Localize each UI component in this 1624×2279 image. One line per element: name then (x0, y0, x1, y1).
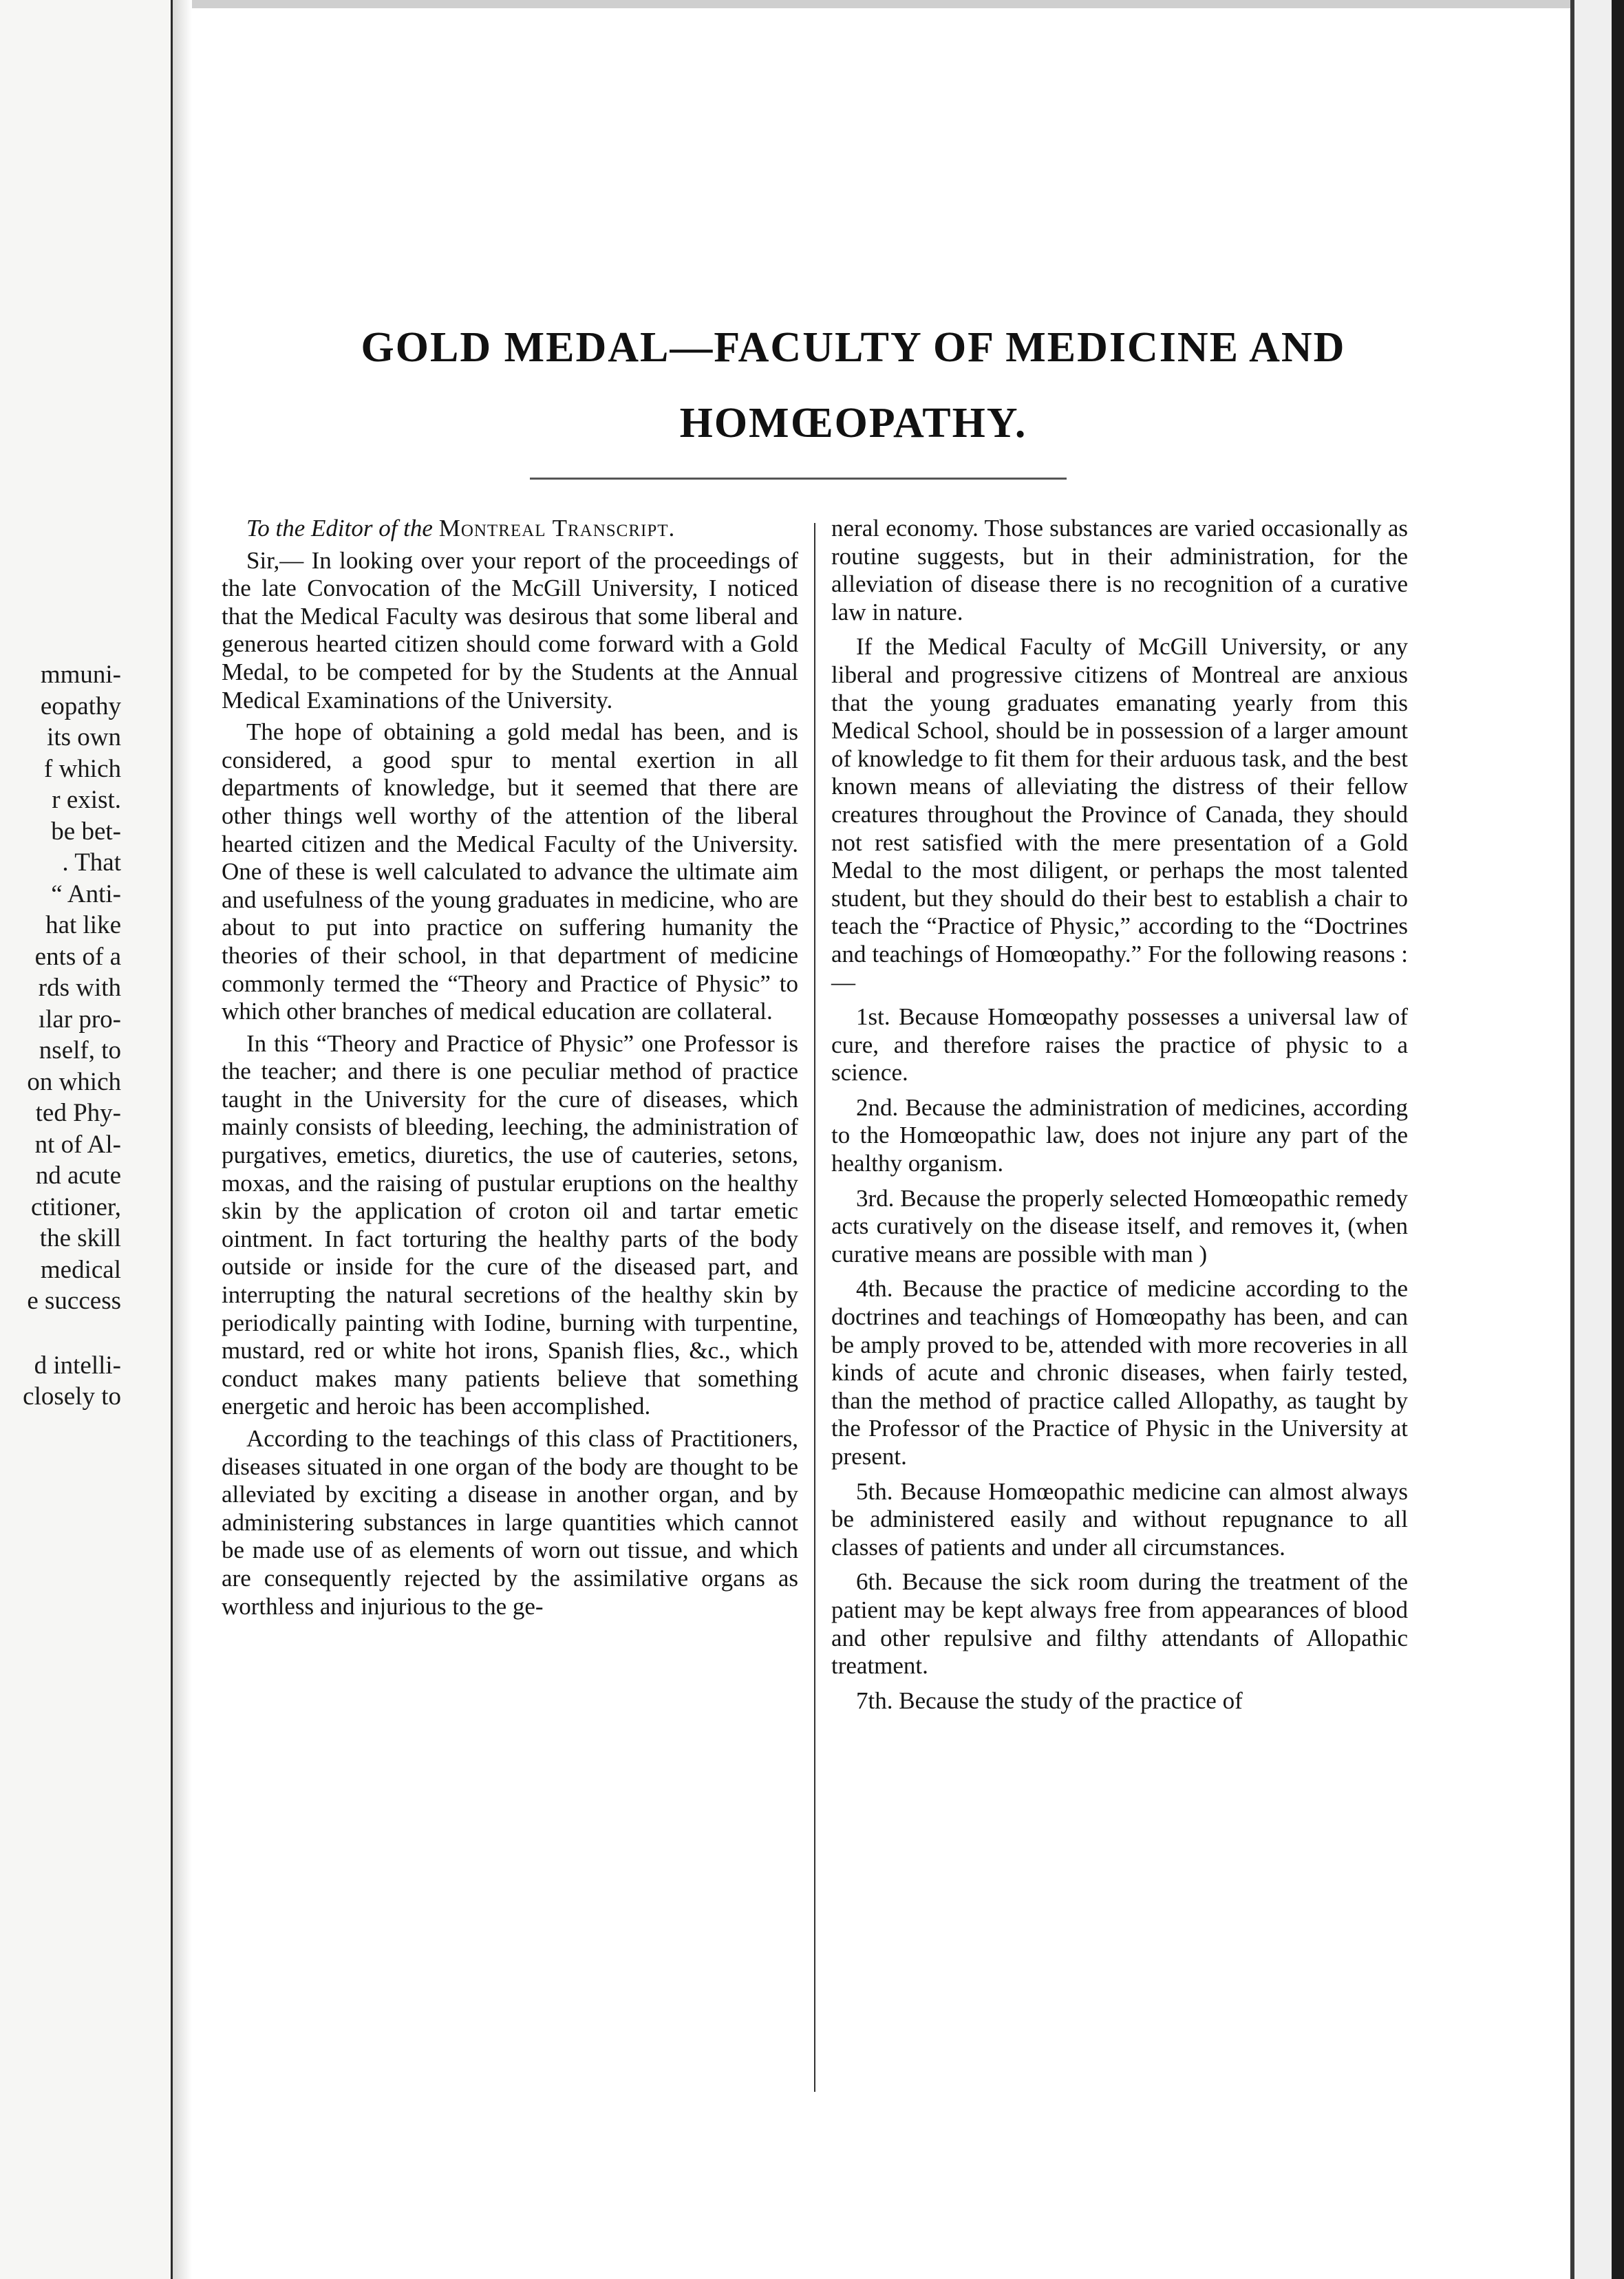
facing-page-fragment: mmuni- (40, 661, 121, 689)
facing-page-text-fragments (0, 659, 165, 1413)
facing-page-fragment: hat like (45, 911, 121, 939)
salutation-lead: To the Editor of the (246, 515, 433, 542)
facing-page-fragment: r exist. (52, 786, 121, 814)
paragraph: Sir,— In looking over your report of the proceedings of the late Convocation of the McGill University, I noticed that the Medical Faculty was desirous that some liberal and generous hearted citizen should come forward with a Gold Medal, to be competed for by the Students at the Annual Medical Examinations of the University. (222, 546, 798, 714)
paragraph: neral economy. Those substances are varied occasionally as routine suggests, but in their administration, for the alleviation of disease there is no recognition of a curative law in nature. (831, 515, 1408, 625)
scan-top-edge (0, 0, 1624, 8)
salutation (222, 515, 798, 543)
title-line-2: HOMŒOPATHY. (679, 400, 1027, 447)
facing-page-fragment: e success (27, 1287, 121, 1315)
facing-page-fragment: eopathy (40, 692, 121, 720)
facing-page-fragment: ctitioner, (30, 1192, 121, 1221)
facing-page-fragment: ents of a (34, 942, 121, 971)
gutter-shadow (173, 0, 192, 2279)
paragraph: The hope of obtaining a gold medal has been, and is considered, a good spur to mental exertion in all departments of knowledge, but it seemed that there are other things well worthy of the attention of the liberal hearted citizen and the Medical Faculty of the University. One of these is well calculated to advance the ultimate aim and usefulness of the young graduates in medicine, who are about to put into practice on suffering humanity the theories of their school, in that department of medicine commonly termed the “Theory and Practice of Physic” to which other branches of medical education are collateral. (222, 718, 798, 1025)
facing-page-fragment: be bet- (51, 817, 121, 846)
facing-page-fragment: rds with (38, 974, 121, 1002)
facing-page-fragment: d intelli- (34, 1351, 121, 1380)
facing-page-fragment: f which (44, 754, 121, 783)
scan-right-edge (1570, 0, 1624, 2279)
paragraph: If the Medical Faculty of McGill University, or any liberal and progressive citizens of Montreal are anxious that the young graduates emanating yearly from this Medical School, should be in possession of a larger amount of knowledge to fit them for their arduous task, and the best known means of alleviating the distress of their fellow creatures throughout the Province of Canada, they should not rest satisfied with the mere presentation of a Gold Medal to the most diligent, or perhaps the most talented student, but they should do their best to establish a chair to teach the “Practice of Physic,” according to the “Doctrines and teachings of Homœopathy.” For the following reasons :— (831, 633, 1408, 996)
facing-page-fragment: on which (27, 1067, 121, 1096)
facing-page-fragment: . That (62, 848, 121, 877)
reason-6: 6th. Because the sick room during the treatment of the patient may be kept always free from appearances of blood and other repulsive and filthy attendants of Allopathic treatment. (831, 1568, 1408, 1680)
facing-page-fragment: the skill (39, 1224, 121, 1252)
facing-page-fragment: “ Anti- (51, 879, 121, 908)
facing-page-fragment: nd acute (35, 1162, 121, 1190)
facing-page-fragment: closely to (23, 1382, 121, 1411)
reason-2: 2nd. Because the administration of medicines, according to the Homœopathic law, does not injure any part of the healthy organism. (831, 1093, 1408, 1177)
facing-page-fragment: nself, to (39, 1036, 121, 1064)
facing-page-fragment: medical (40, 1255, 121, 1284)
article-title (206, 310, 1500, 461)
reason-7: 7th. Because the study of the practice of (856, 1687, 1243, 1714)
reason-3: 3rd. Because the properly selected Homœopathic remedy acts curatively on the disease itself, and removes it, (when curative means are possible with man ) (831, 1184, 1408, 1267)
title-divider-rule (530, 478, 1067, 480)
newspaper-name: Montreal Transcript. (438, 515, 676, 542)
reason-4: 4th. Because the practice of medicine according to the doctrines and teachings of Homœopathy has been, and can be amply proved to be, attended with more recoveries in all kinds of acute and chronic diseases, when fairly tested, than the method of practice called Allopathy, as taught by the Professor of the Practice of Physic in the University at present. (831, 1275, 1408, 1470)
article-column-left (222, 515, 798, 1625)
reason-5: 5th. Because Homœopathic medicine can almost always be administered easily and without repugnance to all classes of patients and under all circumstances. (831, 1477, 1408, 1561)
facing-page-fragment: ılar pro- (38, 1005, 121, 1034)
facing-page-fragment: ted Phy- (35, 1099, 121, 1127)
column-divider (814, 523, 815, 2092)
article-column-right (831, 515, 1408, 1722)
paragraph: According to the teachings of this class of Practitioners, diseases situated in one organ of the body are thought to be alleviated by exciting a disease in another organ, and by administering substances in large quantities which cannot be made use of as elements of worn out tissue, and which are consequently rejected by the assimilative organs as worthless and injurious to the ge- (222, 1425, 798, 1620)
facing-page-fragment: nt of Al- (34, 1130, 121, 1159)
reason-1: 1st. Because Homœopathy possesses a universal law of cure, and therefore raises the practice of physic to a science. (831, 1003, 1408, 1087)
facing-page-fragment: its own (47, 723, 121, 751)
title-line-1: GOLD MEDAL—FACULTY OF MEDICINE AND (361, 324, 1346, 371)
paragraph: In this “Theory and Practice of Physic” one Professor is the teacher; and there is one peculiar method of practice taught in the University for the cure of diseases, which mainly consists of bleeding, leeching, the administration of purgatives, emetics, diuretics, the use of cauteries, setons, moxas, and the raising of pustular eruptions on the healthy skin by the application of croton oil and tartar emetic ointment. In fact torturing the healthy parts of the body outside or inside for the cure of the diseased part, and interrupting the natural secretions of the healthy skin by periodically painting with Iodine, burning with turpentine, mustard, red or white hot irons, Spanish flies, &c., which conduct makes many patients believe that something energetic and heroic has been accomplished. (222, 1029, 798, 1420)
